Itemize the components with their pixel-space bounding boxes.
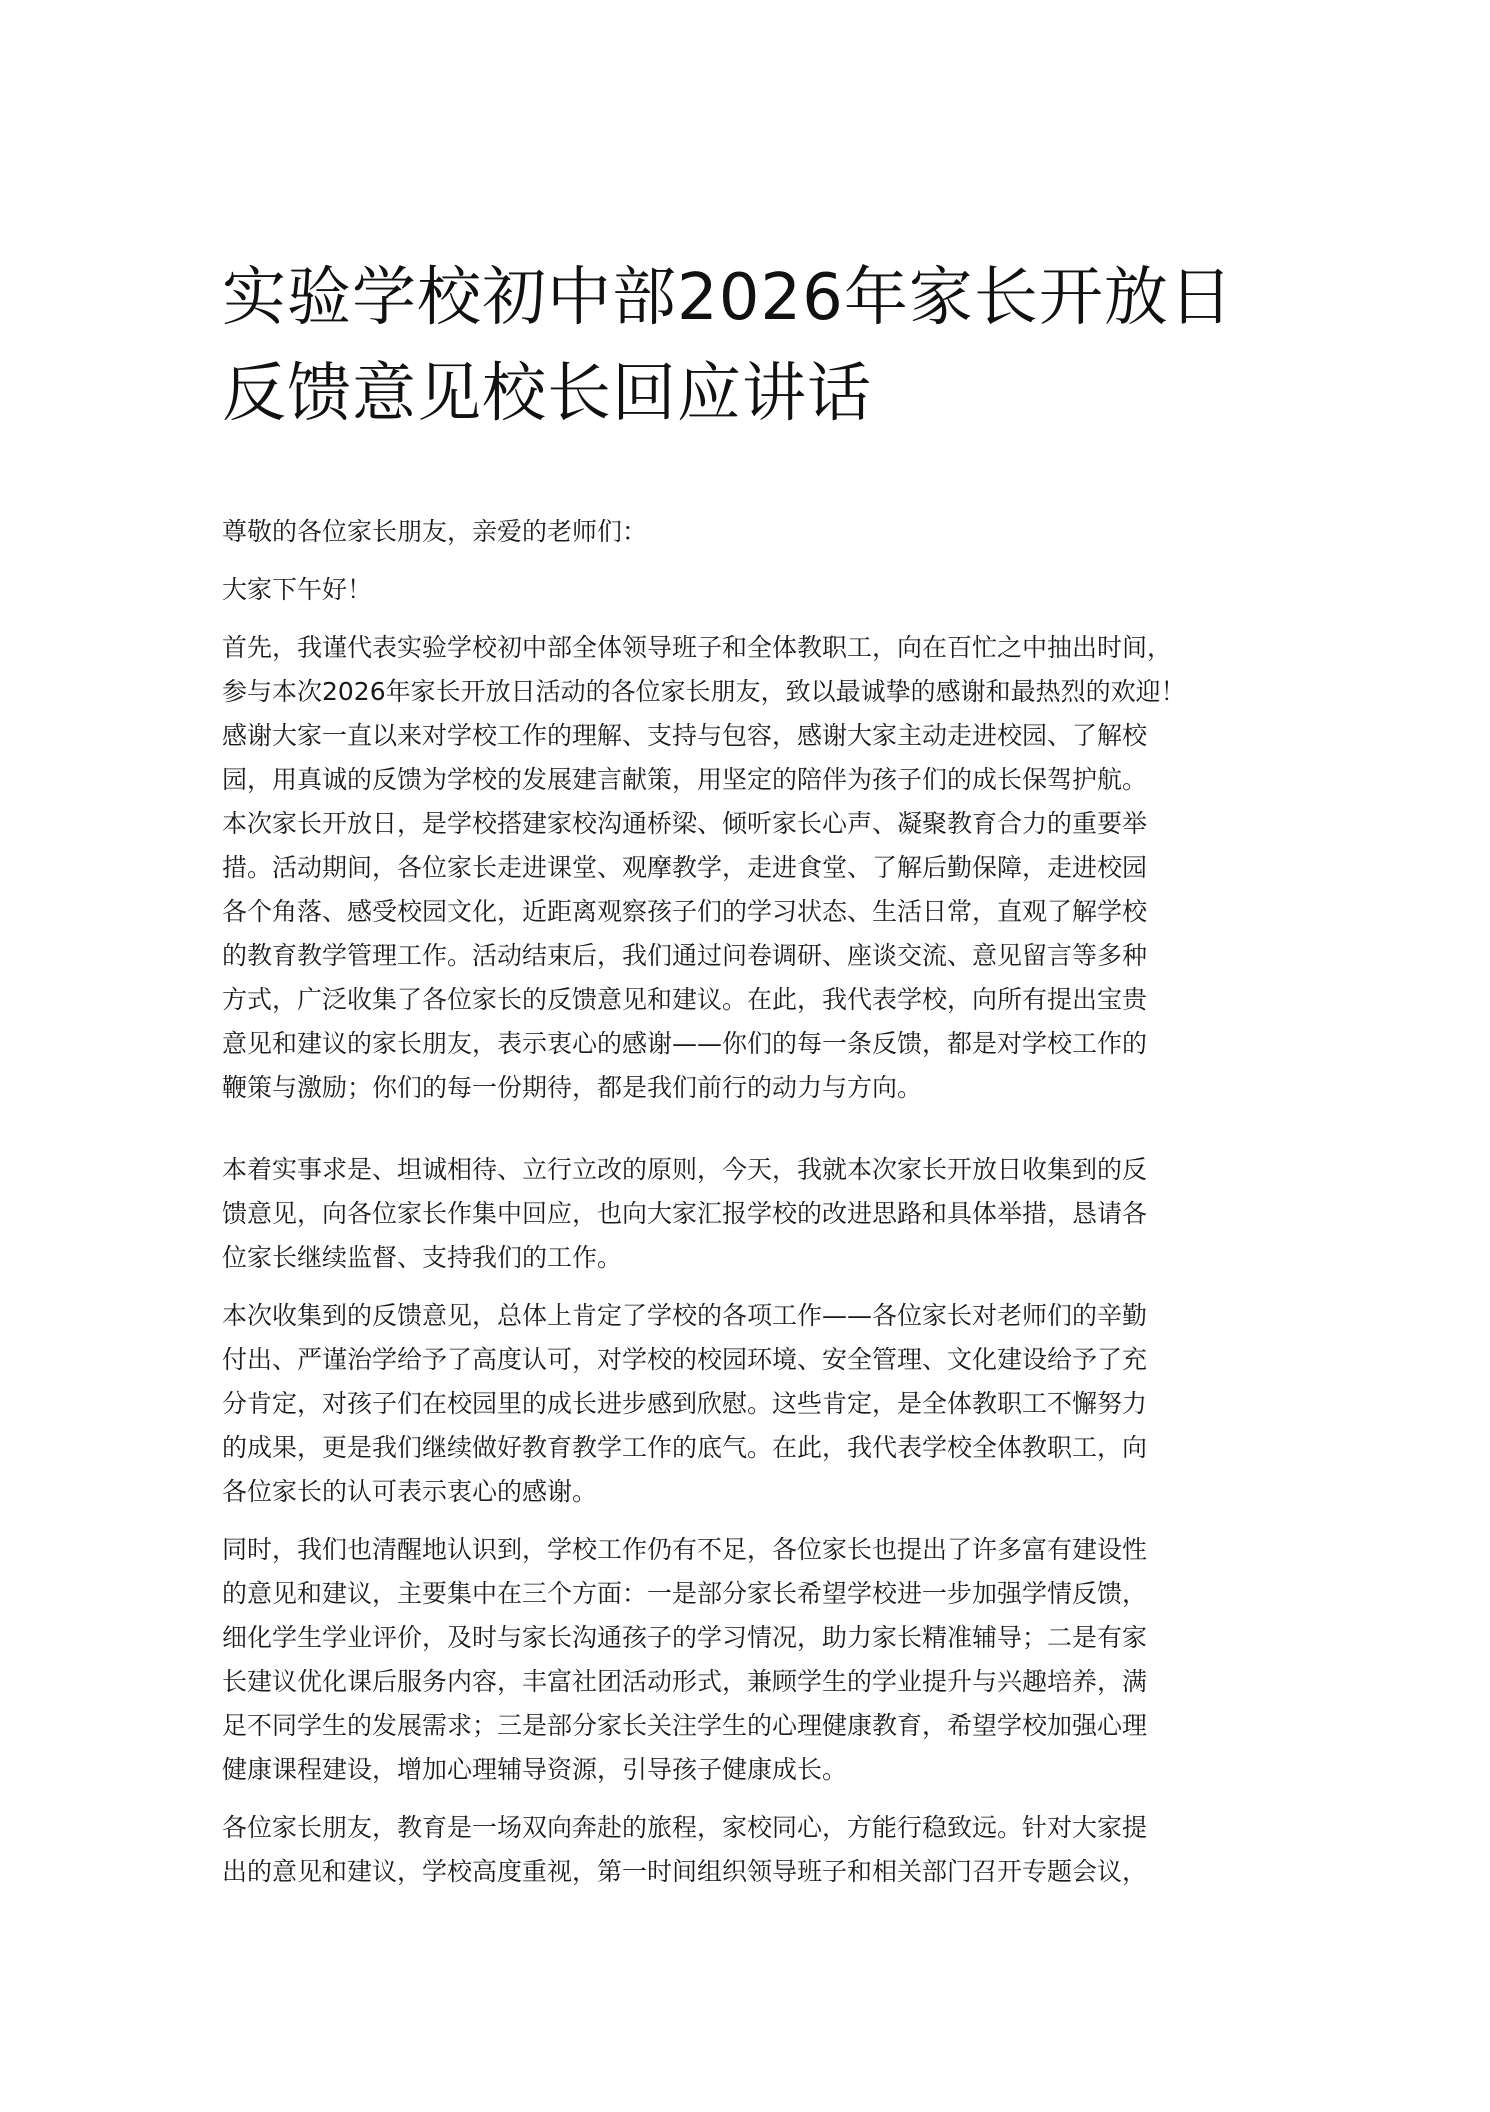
text-line: 大家下午好！ <box>222 575 373 604</box>
text-line: 健康课程建设，增加心理辅导资源，引导孩子健康成长。 <box>222 1755 848 1784</box>
text-line: 出的意见和建议，学校高度重视，第一时间组织领导班子和相关部门召开专题会议， <box>222 1857 1148 1886</box>
document-body <box>222 510 1257 1908</box>
text-line: 分肯定，对孩子们在校园里的成长进步感到欣慰。这些肯定，是全体教职工不懈努力 <box>222 1389 1148 1418</box>
text-line: 细化学生学业评价，及时与家长沟通孩子的学习情况，助力家长精准辅导；二是有家 <box>222 1623 1148 1652</box>
salutation-paragraph <box>222 510 1257 554</box>
title-line: 反馈意见校长回应讲话 <box>222 357 872 431</box>
text-line: 的成果，更是我们继续做好教育教学工作的底气。在此，我代表学校全体教职工，向 <box>222 1433 1148 1462</box>
text-line: 本次收集到的反馈意见，总体上肯定了学校的各项工作——各位家长对老师们的辛勤 <box>222 1301 1148 1330</box>
title-line: 实验学校初中部2026年家长开放日 <box>222 261 1234 335</box>
text-line: 本次家长开放日，是学校搭建家校沟通桥梁、倾听家长心声、凝聚教育合力的重要举 <box>222 809 1148 838</box>
body-paragraph <box>222 626 1257 1110</box>
text-line: 位家长继续监督、支持我们的工作。 <box>222 1243 623 1272</box>
text-line: 方式，广泛收集了各位家长的反馈意见和建议。在此，我代表学校，向所有提出宝贵 <box>222 985 1148 1014</box>
text-line: 尊敬的各位家长朋友，亲爱的老师们： <box>222 517 648 546</box>
text-line: 措。活动期间，各位家长走进课堂、观摩教学，走进食堂、了解后勤保障，走进校园 <box>222 853 1148 882</box>
text-line: 馈意见，向各位家长作集中回应，也向大家汇报学校的改进思路和具体举措，恳请各 <box>222 1199 1148 1228</box>
text-line: 的意见和建议，主要集中在三个方面：一是部分家长希望学校进一步加强学情反馈， <box>222 1579 1148 1608</box>
text-line: 付出、严谨治学给予了高度认可，对学校的校园环境、安全管理、文化建设给予了充 <box>222 1345 1148 1374</box>
greeting-paragraph <box>222 568 1257 612</box>
document-title <box>222 250 1282 442</box>
text-line: 长建议优化课后服务内容，丰富社团活动形式，兼顾学生的学业提升与兴趣培养，满 <box>222 1667 1148 1696</box>
text-line: 同时，我们也清醒地认识到，学校工作仍有不足，各位家长也提出了许多富有建设性 <box>222 1535 1148 1564</box>
text-line: 园，用真诚的反馈为学校的发展建言献策，用坚定的陪伴为孩子们的成长保驾护航。 <box>222 765 1148 794</box>
text-line: 首先，我谨代表实验学校初中部全体领导班子和全体教职工，向在百忙之中抽出时间， <box>222 633 1173 662</box>
body-paragraph <box>222 1806 1257 1894</box>
body-paragraph <box>222 1148 1257 1280</box>
text-line: 各位家长朋友，教育是一场双向奔赴的旅程，家校同心，方能行稳致远。针对大家提 <box>222 1813 1148 1842</box>
body-paragraph <box>222 1294 1257 1514</box>
text-line: 的教育教学管理工作。活动结束后，我们通过问卷调研、座谈交流、意见留言等多种 <box>222 941 1148 970</box>
body-paragraph <box>222 1528 1257 1792</box>
text-line: 感谢大家一直以来对学校工作的理解、支持与包容，感谢大家主动走进校园、了解校 <box>222 721 1148 750</box>
text-line: 意见和建议的家长朋友，表示衷心的感谢——你们的每一条反馈，都是对学校工作的 <box>222 1029 1148 1058</box>
text-line: 各个角落、感受校园文化，近距离观察孩子们的学习状态、生活日常，直观了解学校 <box>222 897 1148 926</box>
text-line: 参与本次2026年家长开放日活动的各位家长朋友，致以最诚挚的感谢和最热烈的欢迎！ <box>222 677 1186 706</box>
text-line: 鞭策与激励；你们的每一份期待，都是我们前行的动力与方向。 <box>222 1073 923 1102</box>
text-line: 各位家长的认可表示衷心的感谢。 <box>222 1477 598 1506</box>
text-line: 本着实事求是、坦诚相待、立行立改的原则，今天，我就本次家长开放日收集到的反 <box>222 1155 1148 1184</box>
text-line: 足不同学生的发展需求；三是部分家长关注学生的心理健康教育，希望学校加强心理 <box>222 1711 1148 1740</box>
